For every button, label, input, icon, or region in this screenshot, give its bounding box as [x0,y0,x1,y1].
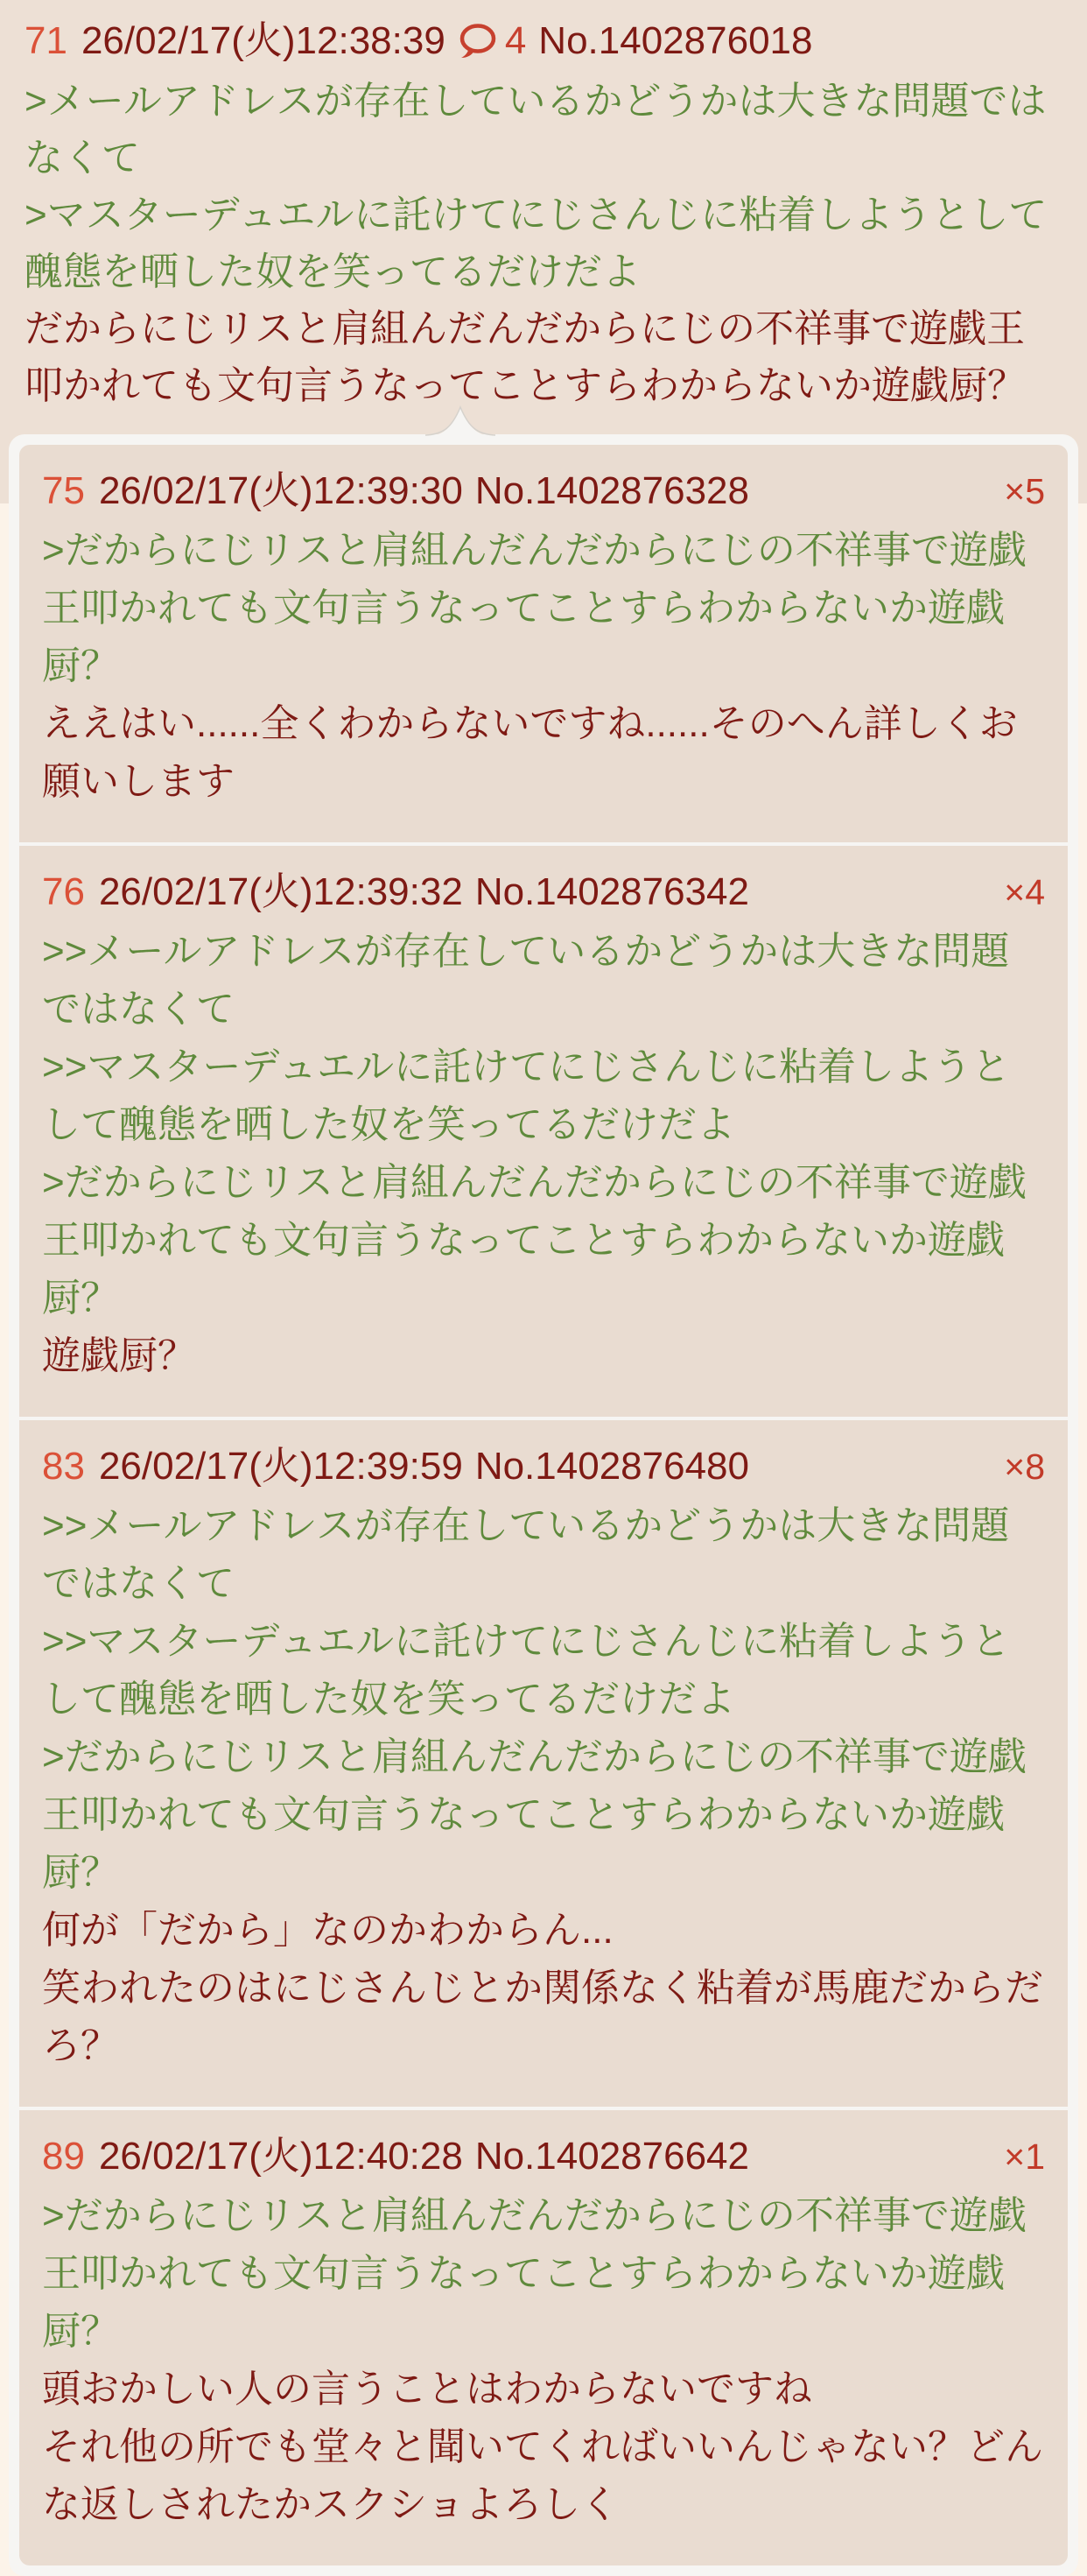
op-post [0,0,1087,503]
quote-line[interactable]: >>マスターデュエルに託けてにじさんじに粘着しようとして醜態を晒した奴を笑ってるだけだよ [42,1045,1011,1146]
post-number[interactable]: 75 [42,469,85,512]
reply-post-body [42,923,1045,1385]
reply-post-body [42,2187,1045,2534]
post-no[interactable]: No.1402876642 [474,2135,749,2178]
text-line: 何が「だから」なのかわからん... [42,1909,614,1952]
text-line: 笑われたのはにじさんじとか関係なく粘着が馬鹿だからだろ？ [42,1967,1043,2067]
quote-line[interactable]: >>マスターデュエルに託けてにじさんじに粘着しようとして醜態を晒した奴を笑ってるだけだよ [42,1620,1011,1721]
post-date: 26/02/17(火)12:40:28 [98,2135,463,2178]
quote-line[interactable]: >だからにじリスと肩組んだんだからにじの不祥事で遊戯王叩かれても文句言うなってことすらわからないか遊戯厨？ [42,2194,1027,2353]
quoted-count-badge[interactable]: ×5 [1004,471,1045,511]
quoted-count-badge[interactable]: ×4 [1004,872,1045,912]
reply-count: 4 [504,19,527,62]
post-number[interactable]: 71 [25,19,67,62]
quoted-count-badge[interactable]: ×1 [1004,2136,1045,2177]
text-line: 遊戯厨？ [42,1334,196,1377]
text-line: ええはい......全くわからないですね......そのへん詳しくお願いします [42,702,1018,803]
text-line: それ他の所でも堂々と聞いてくればいいんじゃない？どんな返しされたかスクショよろしく [42,2425,1043,2526]
post-number[interactable]: 89 [42,2135,85,2178]
reply-post-body [42,522,1045,811]
reply-post-header [42,464,1045,518]
replies-panel [9,434,1078,2576]
reply-post-body [42,1497,1045,2075]
post-no[interactable]: No.1402876342 [474,870,749,913]
quoted-count-badge[interactable]: ×8 [1004,1446,1045,1487]
quote-line[interactable]: >マスターデュエルに託けてにじさんじに粘着しようとして醜態を晒した奴を笑ってるだけだよ [25,194,1048,293]
speech-bubble-icon [458,22,498,60]
reply-post [19,445,1068,842]
quote-line[interactable]: >だからにじリスと肩組んだんだからにじの不祥事で遊戯王叩かれても文句言うなってことすらわからないか遊戯厨？ [42,529,1027,687]
post-date: 26/02/17(火)12:38:39 [81,19,445,62]
reply-post [19,846,1068,1417]
quote-line[interactable]: >>メールアドレスが存在しているかどうかは大きな問題ではなくて [42,930,1010,1031]
post-date: 26/02/17(火)12:39:30 [98,469,463,512]
reply-post [19,1420,1068,2107]
reply-post-header [42,2129,1045,2184]
reply-post-header [42,865,1045,919]
text-line: だからにじリスと肩組んだんだからにじの不祥事で遊戯王叩かれても文句言うなってことすらわからないか遊戯厨？ [25,307,1026,407]
quote-line[interactable]: >>メールアドレスが存在しているかどうかは大きな問題ではなくて [42,1504,1010,1605]
reply-post [19,2110,1068,2565]
post-number[interactable]: 76 [42,870,85,913]
post-no[interactable]: No.1402876018 [538,19,813,62]
quote-line[interactable]: >だからにじリスと肩組んだんだからにじの不祥事で遊戯王叩かれても文句言うなってことすらわからないか遊戯厨？ [42,1161,1027,1320]
quote-line[interactable]: >メールアドレスが存在しているかどうかは大きな問題ではなくて [25,80,1047,179]
text-line: 頭おかしい人の言うことはわからないですね [42,2368,812,2411]
reply-count-button[interactable] [458,14,526,68]
post-no[interactable]: No.1402876328 [474,469,749,512]
reply-post-header [42,1439,1045,1494]
op-post-body [25,73,1062,414]
quote-line[interactable]: >だからにじリスと肩組んだんだからにじの不祥事で遊戯王叩かれても文句言うなってことすらわからないか遊戯厨？ [42,1735,1027,1894]
post-no[interactable]: No.1402876480 [474,1445,749,1488]
post-date: 26/02/17(火)12:39:59 [98,1445,463,1488]
post-number[interactable]: 83 [42,1445,85,1488]
post-date: 26/02/17(火)12:39:32 [98,870,463,913]
op-post-header [25,14,1062,68]
replies-list [19,445,1068,2565]
bubble-tail-icon [424,405,497,437]
